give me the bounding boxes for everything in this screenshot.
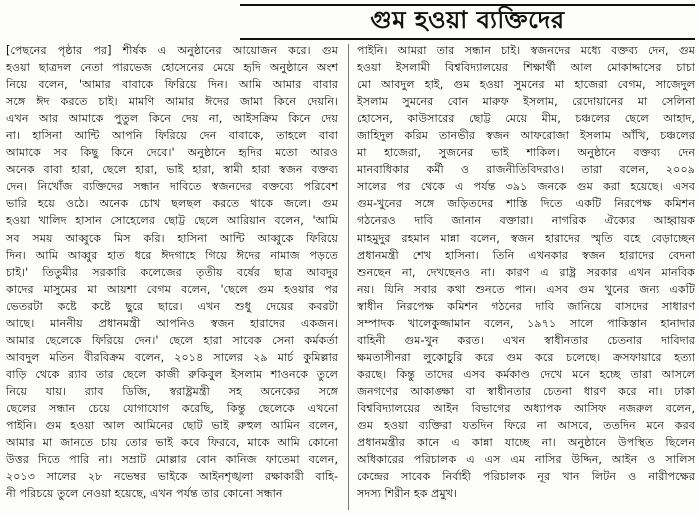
article-line: সালের পর থেকে এ পর্যন্ত ৩৯১ জনকে গুম করা হয়েছে। এসব [357,180,695,194]
article-column-left [6,42,338,512]
article-line: শুনছেন না, দেখছেনও না। কারণ এ রাষ্ট্র সরকার এখন মানবিক [357,265,695,279]
article-line: পাইনি। গুম হওয়া আল আমিনের ছোট ভাই রুহুল আমিন বলেন, [6,419,338,433]
article-line: হোসেন, কাউসারের ছোট্ট মেয়ে মীম, চঞ্চলের ছেলে আহাদ, [357,112,695,126]
article-line: অনেক বাবা হারা, ছেলে হারা, ভাই হারা, স্বামী হারা স্বজন বক্তব্য [6,163,338,177]
article-line: চাই।' তিতুমীর সরকারি কলেজের তৃতীয় বর্ষের ছাত্র আবদুর [6,265,338,279]
headline-bar [240,4,695,40]
article-line: [পেছনের পৃষ্ঠার পর] শীর্ষক এ অনুষ্ঠানের আয়োজন করে। গুম [6,44,338,57]
article-line: মাহমুদুর রহমান মান্না বলেন, স্বজন হারাদের স্মৃতি বহে বেড়াচ্ছেন [357,231,695,245]
article-line: গঠনেরও দাবি জানান বক্তারা। নাগরিক ঐক্যের আহ্বায়ক [357,214,695,228]
article-line: স্বাধীন নিরপেক্ষ কমিশন গঠনের দাবি জানিয়ে বাসদের সাধারণ [357,299,695,313]
article-line: ২০১৩ সালের ২৮ নভেম্বর ভাইকে আইনশৃঙ্খলা রক্ষাকারী বাহি- [6,470,338,484]
article-line: এখন আর আমাকে পুতুল কিনে দেয় না, আইসক্রিম কিনে দেয় [6,112,338,126]
article-line: প্রধানমন্ত্রী শেখ হাসিনা। তিনি এখনকার স্বজন হারাদের বেদনা [357,248,695,262]
headline: গুম হওয়া ব্যক্তিদের [370,6,565,34]
article-line: মানবাধিকার কর্মী ও রাজনীতিবিদরাও। তারা বলেন, ২০০৯ [357,163,695,177]
article-line: গুম হওয়া ব্যক্তিরা যতদিন ফিরে না আসবে, ততদিন মনে করব [357,419,695,433]
article-line: নী পরিচয়ে তুলে নেওয়া হয়েছে, এখন পর্যন্ত তার কোনো সন্ধান [6,487,283,501]
article-line: সব সময় আব্বুকে মিস করি। হাসিনা আন্টি আব্বুকে ফিরিয়ে [6,231,338,245]
article-line: ইসলাম সুমনের বোন মারুফ ইসলাম, রেদোয়ানের মা সেলিনা [357,95,695,109]
article-line: আমার মা জানতে চায় তোর ভাই কবে ফিরবে, মাকে আমি কোনো [6,436,338,450]
article-line: জনগণের আকাঙ্ক্ষা বা স্বাধীনতার চেতনা ধারণ করে না। ঢাকা [357,384,695,398]
article-line: নয়। যিনি সবার কথা শুনতে পান। এসব গুম খুনের জন্য একটি [357,282,695,296]
article-line: মা হাজেরা, সুজনের ভাই শাকিল। অনুষ্ঠানে বক্তব্য দেন [357,146,695,160]
article-line: ক্ষমতাসীনরা লুকোচুরি করে গুম করে চলেছে। ক্রসফায়ারে হত্যা [357,350,695,364]
article-line: প্রধানমন্ত্রীর কানে এ কান্না যাচ্ছে না। অনুষ্ঠানে উপস্থিত ছিলেন [357,436,695,450]
article-line: কাদের মাসুমের মা আয়শা বেগম বলেন, 'ছেলে গুম হওয়ার পর [6,282,338,296]
article-line: আমার ছেলেকে ফিরিয়ে দেন।' ছেলে হারা সাবেক সেনা কর্মকর্তা [6,333,338,347]
article-line: দেন। নিখোঁজ ব্যক্তিদের সন্ধান দাবিতে স্বজনদের বক্তব্যে পরিবেশ [6,180,338,194]
article-line: অধিকারের পরিচালক এ এস এম নাসির উদ্দিন, আইন ও সালিস [357,453,695,467]
article-line: ভেতরটা কষ্টে কষ্টে ছুরে ছারে। এখন শুধু দেয়ের কবরটা [6,299,338,313]
article-line: ছেলের সন্ধান চেয়ে যোগাযোগ করেছি, কিন্তু ছেলেকে এখনো [6,401,338,415]
article-column-right [357,42,695,512]
article-line: বাড়ি থেকে র‍্যাব তার ছেলে কাজী রুকিবুল ইসলাম শাওনকে তুলে [6,367,338,381]
article-line: হওয়া ছাত্রদল নেতা পারভেজ হোসেনের মেয়ে হৃদি অনুষ্ঠানে অংশ [6,61,338,75]
article-line: উত্তর দিতে পারি না। সম্রাট মোল্লার বোন কানিজ ফাতেমা বলেন, [6,453,338,467]
column-divider [348,44,349,510]
article-line: নিয়ে যায়। র‍্যাব ডিজি, স্বরাষ্ট্রমন্ত্রী সহ অনেকের সঙ্গে [6,384,338,398]
article-line: সম্পাদক খালেকুজ্জামান বলেন, ১৯৭১ সালে পাকিস্তান হানাদার [357,316,695,330]
article-line: না। হাসিনা আন্টি আপনি ফিরিয়ে দেন বাবাকে, তাহলে বাবা [6,129,338,143]
article-line: পাইনি। আমরা তার সন্ধান চাই। স্বজনদের মধ্যে বক্তব্য দেন, গুম [357,44,695,57]
article-line: বিশ্ববিদ্যালয়ের আইন বিভাগের অধ্যাপক আসিফ নজরুল বলেন, [357,401,695,415]
article-line: আছে। মাননীয় প্রধানমন্ত্রী আপনিও স্বজন হারাদের একজন। [6,316,338,330]
article-line: গুম-খুনের সঙ্গে জড়িতদের শাস্তি দিতে একটি নিরপেক্ষ কমিশন [357,197,695,211]
article-line: ভারি হয়ে ওঠে। অনেক চোখ ছলছল করতে থাকে জলে। গুম [6,197,338,211]
article-line: হওয়া খালিদ হাসান সোহেলের ছোট্ট ছেলে আরিয়ান বলেন, 'আমি [6,214,338,228]
article-line: মো আবদুল হাই, গুম হওয়া সুমনের মা হাজেরা বেগম, সাজেদুল [357,78,695,92]
article-line: বাহিনী গুম-খুন করত। এখন স্বাধীনতার চেতনার দাবিদার [357,333,695,347]
article-line: কেন্দ্রের সাবেক নির্বাহী পরিচালক নূর খান লিটন ও নারীপক্ষের [357,470,695,484]
article-line: করছে। কিন্তু তাদের এসব কর্মকাণ্ড দেখে মনে হচ্ছে তারা আসলে [357,367,695,381]
article-line: জাহিদুল করিম তানভীর স্বজন আফরোজা ইসলাম আঁখি, চঞ্চলের [357,129,695,143]
article-line: সদস্য শিরীন হক প্রমুখ। [357,487,458,501]
article-line: দিন। আমি আব্বুর হাত ধরে ঈদগাহে গিয়ে ঈদের নামাজ পড়তে [6,248,338,262]
article-line: সঙ্গে ঈদ করতে চাই। মামণি আমার ঈদের জামা কিনে দেয়নি। [6,95,338,109]
article-line: আবদুল মতিন বীরবিক্রম বলেন, ২০১৪ সালের ২৯ মার্চ কুমিল্লার [6,350,338,364]
article-line: হওয়া ইসলামী বিশ্ববিদ্যালয়ের শিক্ষার্থী আল মোকাদ্দাসের চাচা [357,61,695,75]
article-line: আমাকে সব কিছু কিনে দেবে।' অনুষ্ঠানে হৃদির মতো আরও [6,146,338,160]
article-line: নিয়ে বলেন, 'আমার বাবাকে ফিরিয়ে দিন। আমি আমার বাবার [6,78,338,92]
